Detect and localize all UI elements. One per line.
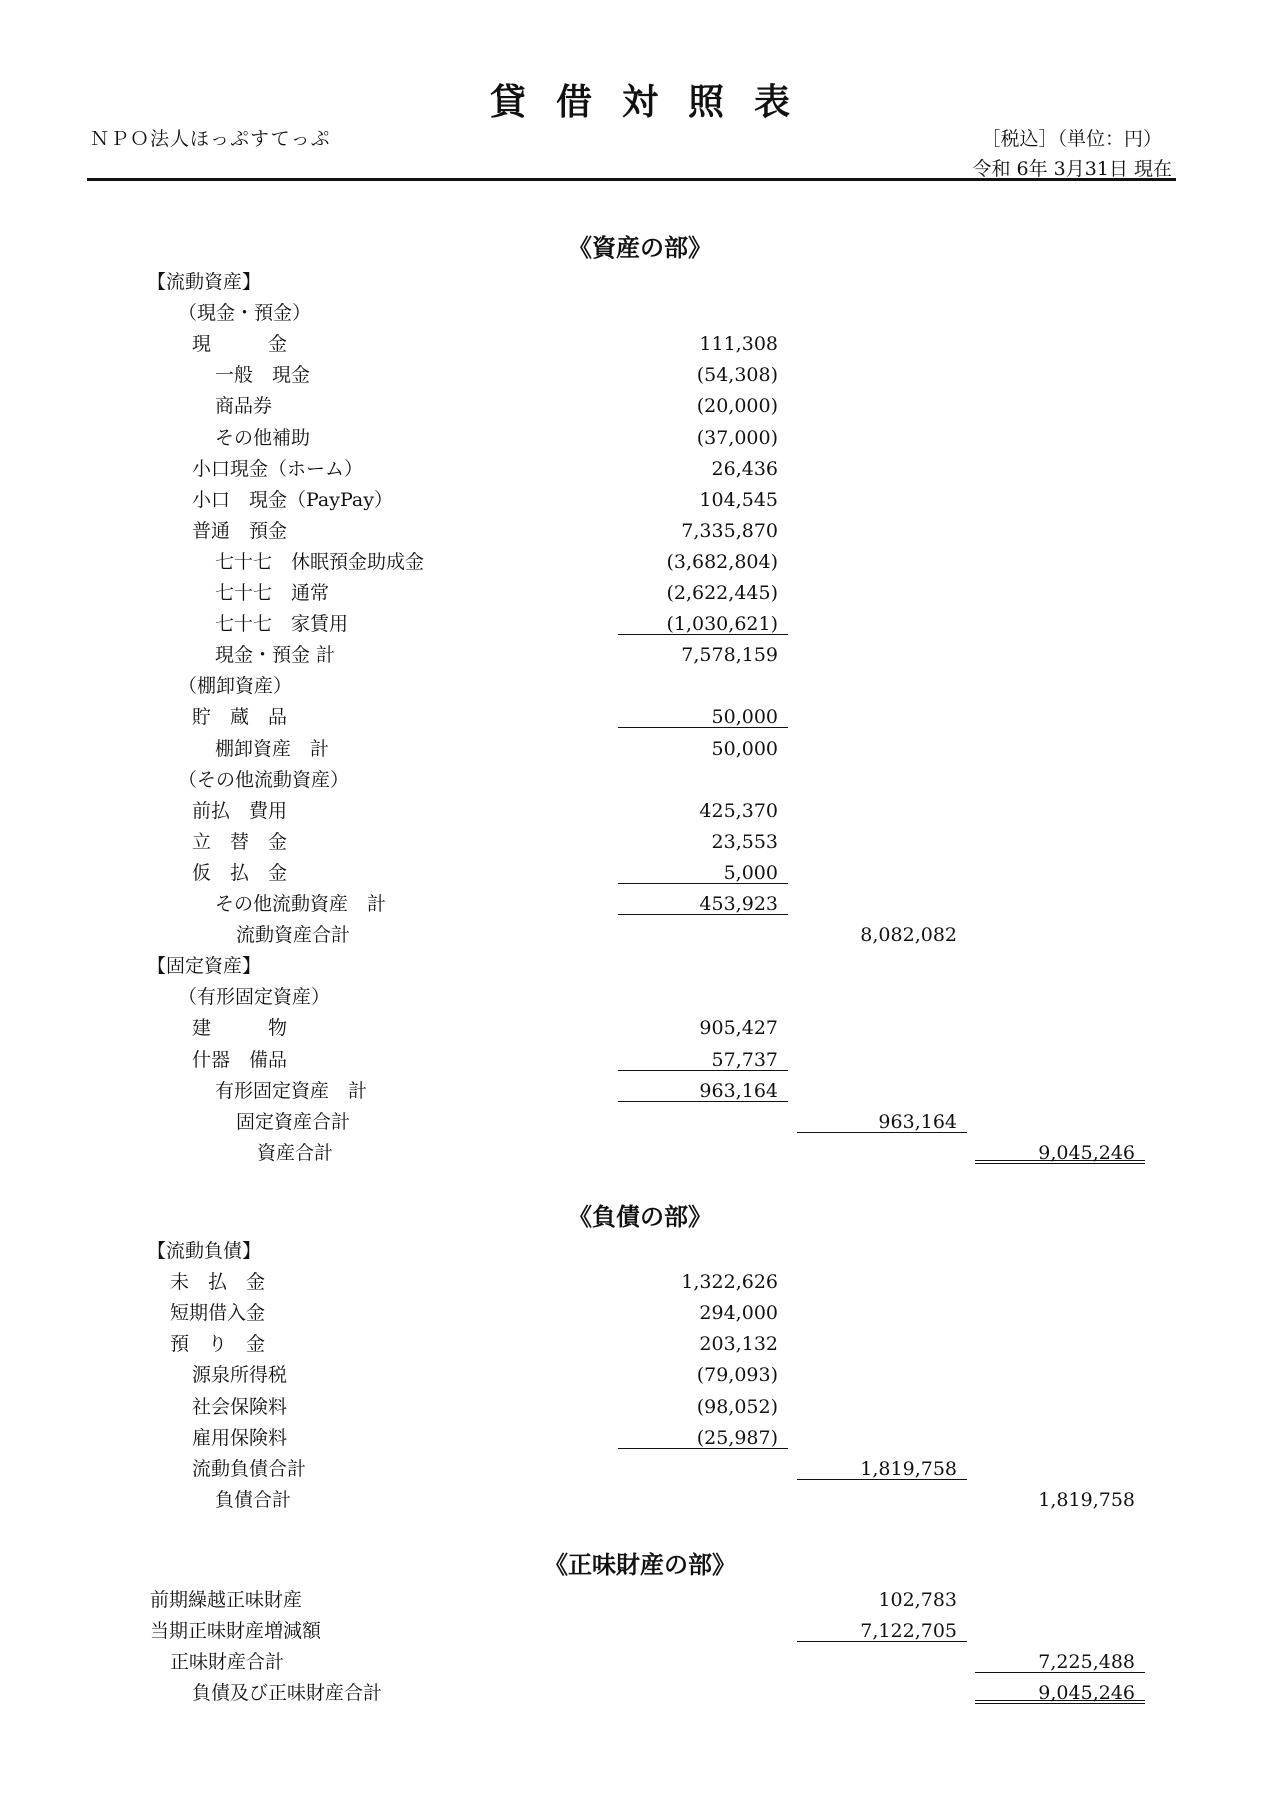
amount-col-1: (25,987) <box>618 1423 788 1449</box>
row-label: 現金・預金 計 <box>215 644 336 667</box>
amount-col-3: 9,045,246 <box>975 1678 1145 1704</box>
amount-col-1: 905,427 <box>699 1017 778 1040</box>
table-row <box>0 267 1280 298</box>
table-row <box>0 1138 1280 1169</box>
amount-col-2: 7,122,705 <box>797 1616 967 1642</box>
row-label: 【固定資産】 <box>147 955 262 978</box>
amount-col-1: (1,030,621) <box>618 609 788 635</box>
amount-col-1: 963,164 <box>618 1076 788 1102</box>
table-row <box>0 1392 1280 1423</box>
table-row <box>0 329 1280 360</box>
row-label: （現金・預金） <box>178 302 312 325</box>
table-row <box>0 889 1280 920</box>
amount-col-2: 1,819,758 <box>797 1454 967 1480</box>
amount-col-1: 5,000 <box>618 858 788 884</box>
assets-heading: 《資産の部》 <box>568 233 712 262</box>
row-label: 商品券 <box>215 395 273 418</box>
row-label: 七十七 通常 <box>215 582 330 604</box>
table-row <box>0 1647 1280 1678</box>
table-row <box>0 1678 1280 1709</box>
organization-name: ＮＰＯ法人ほっぷすてっぷ <box>90 128 331 150</box>
tax-unit-note: ［税込］（単位：円） <box>981 128 1162 150</box>
row-label: 前払 費用 <box>192 799 288 822</box>
net-assets-heading: 《正味財産の部》 <box>544 1550 736 1579</box>
row-label: 小口 現金（PayPay） <box>192 488 393 511</box>
amount-col-3: 9,045,246 <box>975 1138 1145 1164</box>
amount-col-1: (37,000) <box>696 426 778 449</box>
amount-col-1: 1,322,626 <box>681 1271 778 1294</box>
amount-col-1: 50,000 <box>618 702 788 728</box>
table-row <box>0 1616 1280 1647</box>
amount-col-1: (20,000) <box>696 395 778 418</box>
amount-col-1: 203,132 <box>699 1333 778 1356</box>
table-row <box>0 796 1280 827</box>
table-row <box>0 1267 1280 1298</box>
amount-col-1: (2,622,445) <box>666 582 778 604</box>
table-row <box>0 765 1280 796</box>
row-label: 固定資産合計 <box>236 1110 351 1133</box>
table-row <box>0 547 1280 578</box>
table-row <box>0 298 1280 329</box>
row-label: 一般 現金 <box>215 364 311 387</box>
amount-col-3: 1,819,758 <box>1038 1488 1135 1511</box>
row-label: 棚卸資産 計 <box>215 737 330 760</box>
table-row <box>0 827 1280 858</box>
row-label: 建 物 <box>192 1017 288 1040</box>
row-label: （有形固定資産） <box>178 986 331 1009</box>
row-label: 負債合計 <box>215 1488 292 1511</box>
row-label: その他流動資産 計 <box>215 893 387 915</box>
amount-col-1: (98,052) <box>696 1395 778 1418</box>
table-row <box>0 951 1280 982</box>
amount-col-1: 111,308 <box>699 333 778 356</box>
row-label: （棚卸資産） <box>178 675 293 698</box>
table-row <box>0 423 1280 454</box>
row-label: 流動資産合計 <box>236 924 351 947</box>
table-row <box>0 1298 1280 1329</box>
row-label: 流動負債合計 <box>192 1457 307 1480</box>
row-label: 社会保険料 <box>192 1395 288 1418</box>
table-row <box>0 671 1280 702</box>
row-label: （その他流動資産） <box>178 768 350 791</box>
table-row <box>0 1236 1280 1267</box>
row-label: 資産合計 <box>257 1141 334 1164</box>
amount-col-1: (3,682,804) <box>666 550 778 573</box>
row-label: その他補助 <box>215 426 311 449</box>
row-label: 正味財産合計 <box>170 1651 285 1674</box>
row-label: 前期繰越正味財産 <box>150 1589 303 1611</box>
row-label: 貯 蔵 品 <box>192 706 288 729</box>
amount-col-1: 104,545 <box>699 488 778 511</box>
amount-col-1: 425,370 <box>699 799 778 822</box>
table-row <box>0 1013 1280 1044</box>
table-row <box>0 1485 1280 1516</box>
table-row <box>0 640 1280 671</box>
table-row <box>0 1423 1280 1454</box>
table-row <box>0 1360 1280 1391</box>
table-row <box>0 734 1280 765</box>
row-label: 七十七 休眠預金助成金 <box>215 550 425 573</box>
row-label: 普通 預金 <box>192 519 288 542</box>
row-label: 現 金 <box>192 333 288 356</box>
row-label: 当期正味財産増減額 <box>150 1620 322 1643</box>
amount-col-1: 7,335,870 <box>681 519 778 542</box>
amount-col-1: 7,578,159 <box>681 644 778 667</box>
table-row <box>0 360 1280 391</box>
liabilities-heading: 《負債の部》 <box>568 1202 712 1231</box>
amount-col-1: 26,436 <box>711 457 778 480</box>
table-row <box>0 1076 1280 1107</box>
document-title: 貸借対照表 <box>489 81 820 123</box>
row-label: 負債及び正味財産合計 <box>192 1682 383 1705</box>
table-row <box>0 702 1280 733</box>
row-label: 什器 備品 <box>192 1048 288 1071</box>
header-rule <box>87 178 1176 181</box>
row-label: 有形固定資産 計 <box>215 1079 368 1102</box>
amount-col-1: 453,923 <box>618 889 788 915</box>
row-label: 小口現金（ホーム） <box>192 457 364 480</box>
amount-col-2: 963,164 <box>797 1107 967 1133</box>
amount-col-1: 294,000 <box>699 1302 778 1325</box>
table-row <box>0 858 1280 889</box>
table-row <box>0 391 1280 422</box>
row-label: 【流動負債】 <box>147 1240 262 1262</box>
amount-col-2: 8,082,082 <box>860 924 957 947</box>
amount-col-1: 57,737 <box>618 1045 788 1071</box>
row-label: 仮 払 金 <box>192 861 288 884</box>
row-label: 未 払 金 <box>170 1271 266 1294</box>
row-label: 雇用保険料 <box>192 1426 288 1449</box>
row-label: 短期借入金 <box>170 1302 266 1325</box>
table-row <box>0 1329 1280 1360</box>
row-label: 【流動資産】 <box>147 271 262 293</box>
table-row <box>0 516 1280 547</box>
amount-col-1: (54,308) <box>696 364 778 387</box>
amount-col-3: 7,225,488 <box>975 1647 1145 1673</box>
table-row <box>0 982 1280 1013</box>
row-label: 預 り 金 <box>170 1333 266 1356</box>
as-of-date: 令和 6年 3月31日 現在 <box>972 158 1172 180</box>
table-row <box>0 609 1280 640</box>
table-row <box>0 578 1280 609</box>
table-row <box>0 1585 1280 1616</box>
table-row <box>0 1107 1280 1138</box>
amount-col-2: 102,783 <box>878 1589 957 1611</box>
row-label: 七十七 家賃用 <box>215 613 349 636</box>
table-row <box>0 920 1280 951</box>
amount-col-1: (79,093) <box>696 1364 778 1387</box>
amount-col-1: 50,000 <box>711 737 778 760</box>
row-label: 立 替 金 <box>192 830 288 853</box>
table-row <box>0 1454 1280 1485</box>
table-row <box>0 454 1280 485</box>
table-row <box>0 485 1280 516</box>
table-row <box>0 1045 1280 1076</box>
amount-col-1: 23,553 <box>711 830 778 853</box>
row-label: 源泉所得税 <box>192 1364 288 1387</box>
